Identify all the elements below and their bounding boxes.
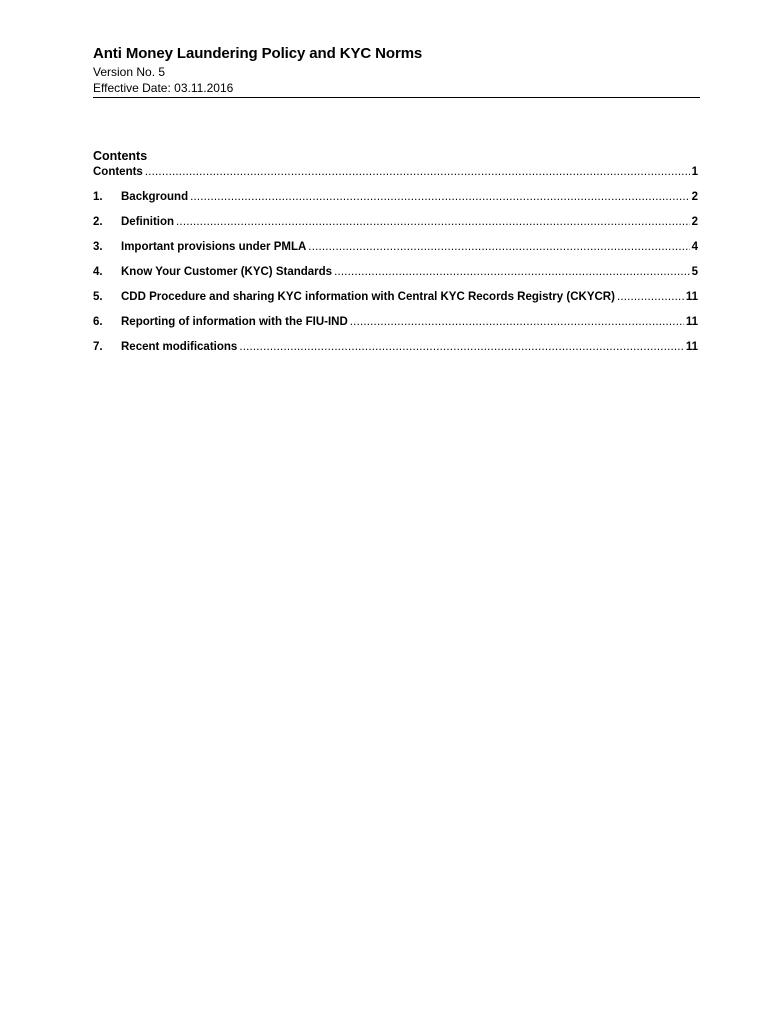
document-header bbox=[93, 44, 700, 96]
toc-entry-number: 5. bbox=[93, 291, 103, 303]
toc-entry-page: 4 bbox=[691, 241, 698, 253]
toc-heading: Contents bbox=[93, 149, 148, 163]
toc-entry-label: CDD Procedure and sharing KYC information with Central KYC Records Registry (CKYCR) bbox=[121, 291, 615, 303]
toc-entry-contents[interactable] bbox=[93, 165, 698, 180]
toc-dot-leader bbox=[308, 240, 689, 255]
toc-entry-pmla-provisions[interactable] bbox=[93, 240, 698, 255]
toc-entry-number: 6. bbox=[93, 316, 103, 328]
toc-entry-label: Important provisions under PMLA bbox=[121, 241, 307, 253]
toc-entry-recent-modifications[interactable] bbox=[93, 340, 698, 355]
toc-entry-number: 1. bbox=[93, 191, 103, 203]
toc-dot-leader bbox=[617, 290, 684, 305]
toc-dot-leader bbox=[334, 265, 690, 280]
toc-entry-label: Recent modifications bbox=[121, 341, 238, 353]
toc-entry-definition[interactable] bbox=[93, 215, 698, 230]
toc-entry-page: 2 bbox=[691, 191, 698, 203]
toc-entry-fiu-reporting[interactable] bbox=[93, 315, 698, 330]
toc-entry-number: 7. bbox=[93, 341, 103, 353]
toc-entry-number: 3. bbox=[93, 241, 103, 253]
toc-entry-page: 1 bbox=[691, 166, 698, 178]
toc-entry-label: Contents bbox=[93, 166, 143, 178]
toc-entry-background[interactable] bbox=[93, 190, 698, 205]
toc-entry-cdd-procedure[interactable] bbox=[93, 290, 698, 305]
toc-dot-leader bbox=[190, 190, 690, 205]
toc-dot-leader bbox=[350, 315, 684, 330]
toc-entry-page: 5 bbox=[691, 266, 698, 278]
toc-entry-label: Definition bbox=[121, 216, 175, 228]
version-number: Version No. 5 bbox=[93, 65, 166, 79]
toc-entry-number: 4. bbox=[93, 266, 103, 278]
toc-entry-page: 11 bbox=[685, 291, 698, 303]
toc-entry-label: Know Your Customer (KYC) Standards bbox=[121, 266, 333, 278]
toc-entry-page: 2 bbox=[691, 216, 698, 228]
toc-entry-label: Background bbox=[121, 191, 189, 203]
toc-entry-page: 11 bbox=[685, 316, 698, 328]
toc-dot-leader bbox=[239, 340, 684, 355]
effective-date: Effective Date: 03.11.2016 bbox=[93, 81, 234, 95]
toc-entry-label: Reporting of information with the FIU-IND bbox=[121, 316, 348, 328]
table-of-contents bbox=[93, 148, 698, 355]
toc-entry-page: 11 bbox=[685, 341, 698, 353]
toc-entry-number: 2. bbox=[93, 216, 103, 228]
toc-entry-kyc-standards[interactable] bbox=[93, 265, 698, 280]
header-divider bbox=[93, 97, 700, 98]
document-title: Anti Money Laundering Policy and KYC Norms bbox=[93, 45, 423, 62]
toc-dot-leader bbox=[145, 165, 690, 180]
toc-dot-leader bbox=[176, 215, 690, 230]
